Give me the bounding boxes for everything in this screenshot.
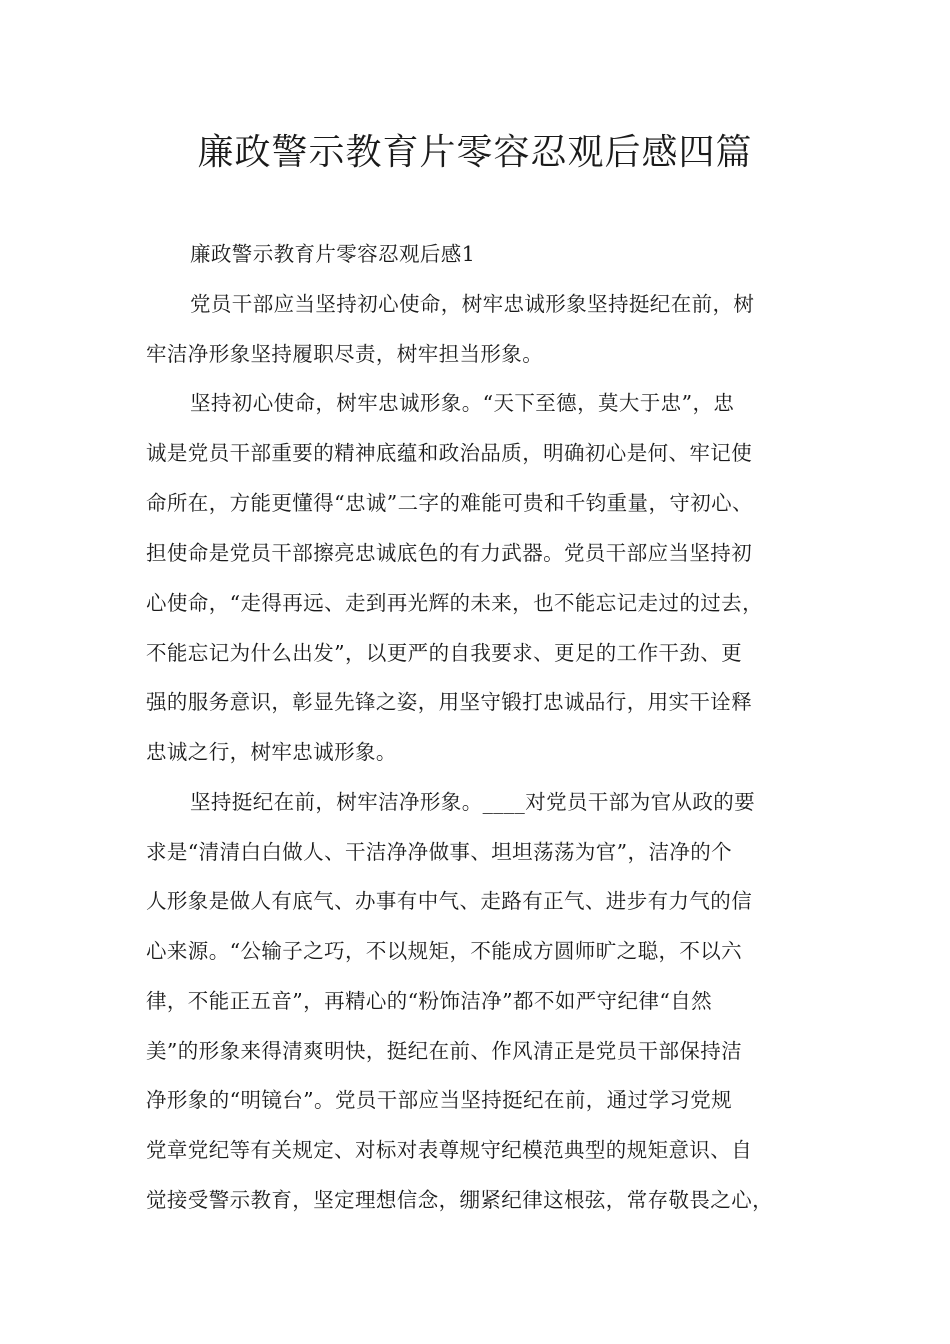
paragraph-line: 坚持初心使命，树牢忠诚形象。“天下至德，莫大于忠”，忠 bbox=[190, 391, 735, 415]
paragraph-line: 觉接受警示教育，坚定理想信念，绷紧纪律这根弦，常存敬畏之心， bbox=[146, 1188, 773, 1212]
paragraph-line: 党章党纪等有关规定、对标对表尊规守纪模范典型的规矩意识、自 bbox=[146, 1138, 753, 1162]
section-heading: 廉政警示教育片零容忍观后感1 bbox=[190, 242, 476, 266]
paragraph-line: 强的服务意识，彰显先锋之姿，用坚守锻打忠诚品行，用实干诠释 bbox=[146, 690, 753, 714]
paragraph-line: 求是“清清白白做人、干洁净净做事、坦坦荡荡为官”，洁净的个 bbox=[146, 840, 733, 864]
paragraph-line: 担使命是党员干部擦亮忠诚底色的有力武器。党员干部应当坚持初 bbox=[146, 541, 753, 565]
paragraph-line: 人形象是做人有底气、办事有中气、走路有正气、进步有力气的信 bbox=[146, 889, 753, 913]
paragraph-line: 党员干部应当坚持初心使命，树牢忠诚形象坚持挺纪在前，树 bbox=[190, 292, 755, 316]
paragraph-line: 美”的形象来得清爽明快，挺纪在前、作风清正是党员干部保持洁 bbox=[146, 1039, 743, 1063]
paragraph-line: 心使命，“走得再远、走到再光辉的未来，也不能忘记走过的过去， bbox=[146, 591, 763, 615]
paragraph-line: 忠诚之行，树牢忠诚形象。 bbox=[146, 740, 397, 764]
paragraph-line: 心来源。“公输子之巧，不以规矩，不能成方圆师旷之聪，不以六 bbox=[146, 939, 743, 963]
paragraph-line: 命所在，方能更懂得“忠诚”二字的难能可贵和千钧重量，守初心、 bbox=[146, 491, 753, 515]
paragraph-line: 律，不能正五音”，再精心的“粉饰洁净”都不如严守纪律“自然 bbox=[146, 989, 713, 1013]
paragraph-line: 净形象的“明镜台”。党员干部应当坚持挺纪在前，通过学习党规 bbox=[146, 1088, 733, 1112]
paragraph-line: 牢洁净形象坚持履职尽责，树牢担当形象。 bbox=[146, 342, 544, 366]
paragraph-line: 诚是党员干部重要的精神底蕴和政治品质，明确初心是何、牢记使 bbox=[146, 441, 753, 465]
document-title: 廉政警示教育片零容忍观后感四篇 bbox=[197, 132, 753, 173]
paragraph-line: 不能忘记为什么出发”，以更严的自我要求、更足的工作干劲、更 bbox=[146, 641, 743, 665]
paragraph-line: 坚持挺纪在前，树牢洁净形象。____对党员干部为官从政的要 bbox=[190, 790, 756, 814]
